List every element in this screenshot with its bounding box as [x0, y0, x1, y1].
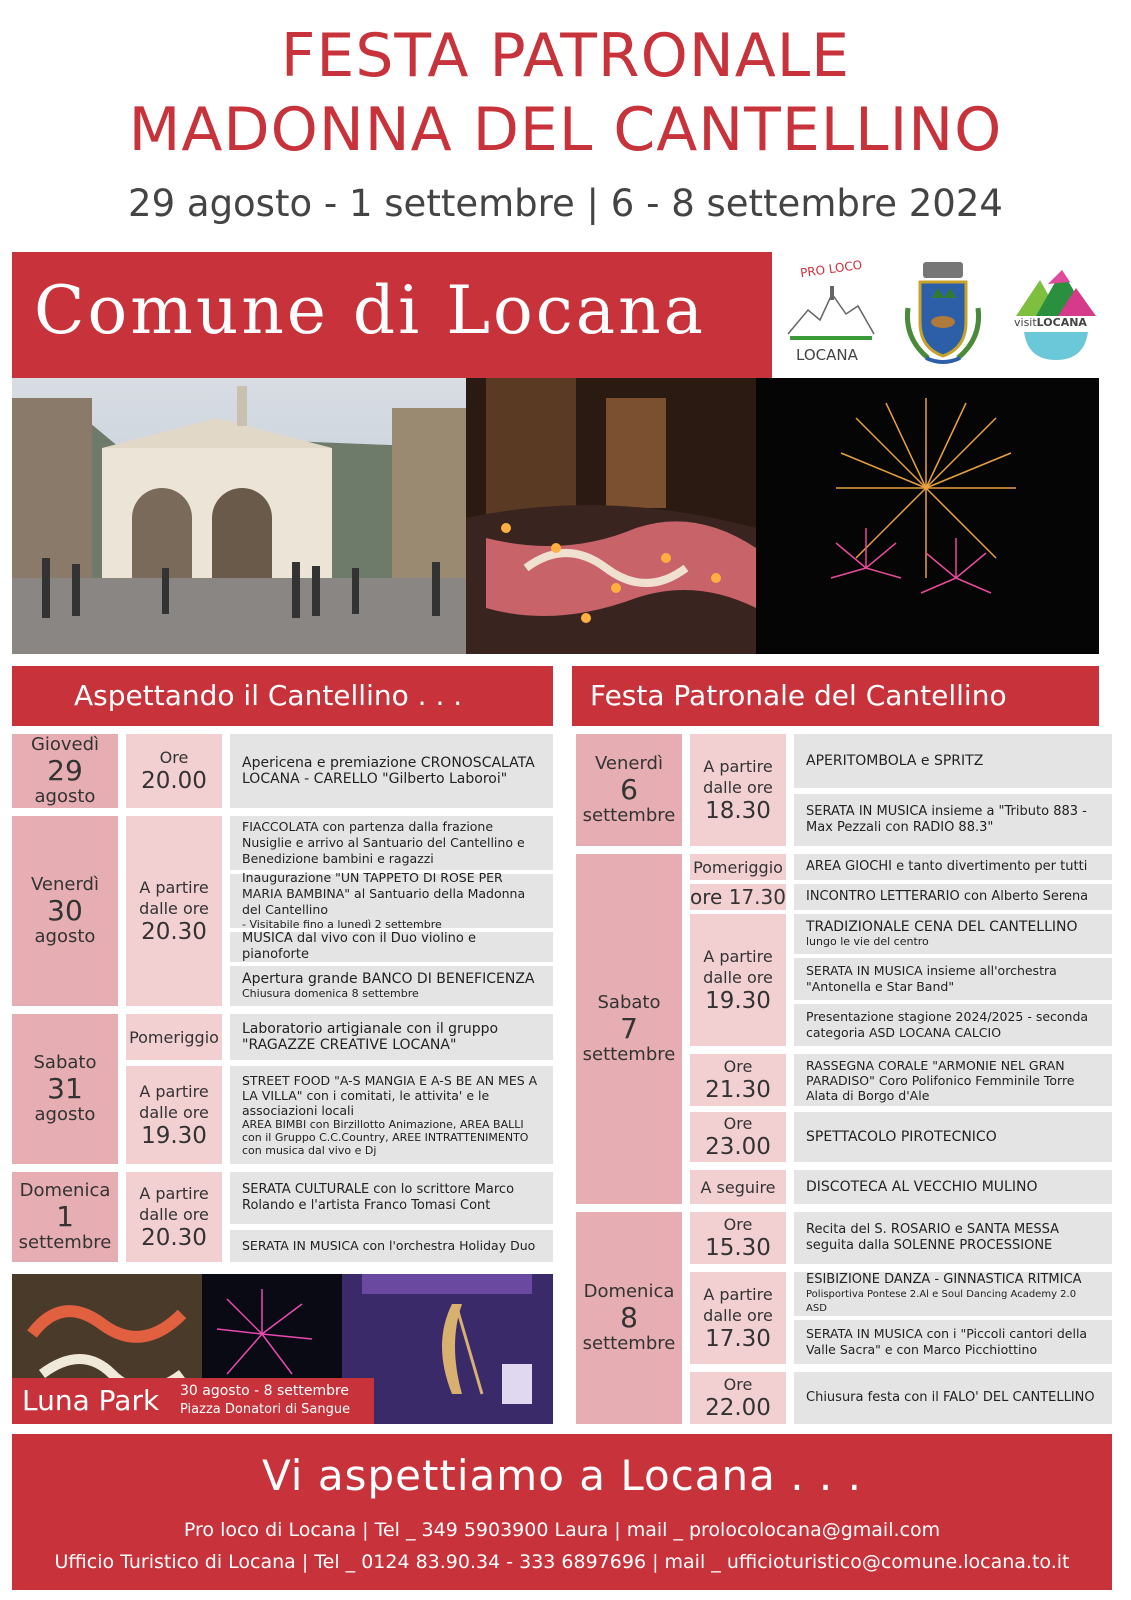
time-cell: A partire dalle ore 19.30	[126, 1066, 222, 1164]
time-cell: Ore 23.00	[690, 1112, 786, 1162]
proloco-logo-top: PRO LOCO	[799, 257, 864, 281]
event-cell: Apericena e premiazione CRONOSCALATA LOCANA - CARELLO "Gilberto Laboroi"	[230, 734, 553, 808]
day-cell: Giovedì 29 agosto	[12, 734, 118, 808]
time-cell: Ore 21.30	[690, 1054, 786, 1106]
right-heading-text: Festa Patronale del Cantellino	[590, 679, 1007, 712]
right-section-heading	[572, 666, 1099, 726]
event-cell: Laboratorio artigianale con il gruppo "RAGAZZE CREATIVE LOCANA"	[230, 1014, 553, 1060]
lunapark-place: Piazza Donatori di Sangue	[180, 1402, 351, 1417]
day-cell: Venerdì 6 settembre	[576, 734, 682, 846]
main-title-line1: FESTA PATRONALE	[280, 21, 851, 91]
day-cell: Venerdì 30 agosto	[12, 816, 118, 1006]
time-cell: A partire dalle ore 19.30	[690, 914, 786, 1046]
event-cell: SERATA IN MUSICA insieme all'orchestra "Antonella e Star Band"	[794, 958, 1112, 1000]
rose-carpet-photo-image	[466, 378, 756, 654]
day-cell: Sabato 7 settembre	[576, 854, 682, 1204]
event-cell: Recita del S. ROSARIO e SANTA MESSA seguita dalla SOLENNE PROCESSIONE	[794, 1212, 1112, 1264]
event-cell: ESIBIZIONE DANZA - GINNASTICA RITMICA Polisportiva Pontese 2.Al e Soul Dancing Academy 2.0 ASD	[794, 1272, 1112, 1316]
comune-banner	[12, 252, 772, 378]
event-cell: Chiusura festa con il FALO' DEL CANTELLINO	[794, 1372, 1112, 1424]
event-cell: MUSICA dal vivo con il Duo violino e pianoforte	[230, 932, 553, 962]
comune-title: Comune di Locana	[34, 272, 706, 349]
coat-of-arms-logo	[898, 258, 988, 368]
photo-rose-carpet	[466, 378, 756, 654]
left-section-heading	[12, 666, 553, 726]
event-cell: DISCOTECA AL VECCHIO MULINO	[794, 1170, 1112, 1204]
event-cell: AREA GIOCHI e tanto divertimento per tutti	[794, 854, 1112, 880]
lunapark-name: Luna Park	[22, 1384, 160, 1417]
event-cell: Inaugurazione "UN TAPPETO DI ROSE PER MARIA BAMBINA" al Santuario della Madonna del Cantellino - Visitabile fino a lunedì 2 settembre	[230, 874, 553, 928]
lunapark-photos	[12, 1274, 553, 1424]
proloco-logo-bottom: LOCANA	[796, 346, 858, 364]
time-cell: ore 17.30	[690, 884, 786, 909]
day-cell: Domenica 8 settembre	[576, 1212, 682, 1424]
time-cell: Ore 20.00	[126, 734, 222, 808]
main-title-line2: MADONNA DEL CANTELLINO	[128, 95, 1003, 165]
event-cell: INCONTRO LETTERARIO con Alberto Serena	[794, 884, 1112, 910]
event-cell: FIACCOLATA con partenza dalla frazione Nusiglie e arrivo al Santuario del Cantellino e Benedizione bambini e ragazzi	[230, 816, 553, 870]
time-cell: A partire dalle ore 20.30	[126, 816, 222, 1006]
lunapark-banner	[12, 1378, 374, 1424]
lunapark-dates: 30 agosto - 8 settembre	[180, 1383, 350, 1399]
left-heading-text: Aspettando il Cantellino . . .	[74, 679, 463, 712]
footer-title: Vi aspettiamo a Locana . . .	[262, 1451, 862, 1500]
church-photo-image	[12, 378, 466, 654]
footer-banner	[12, 1434, 1112, 1590]
day-cell: Domenica 1 settembre	[12, 1172, 118, 1262]
event-cell: RASSEGNA CORALE "ARMONIE NEL GRAN PARADISO" Coro Polifonico Femminile Torre Alata di Borgo d'Ale	[794, 1054, 1112, 1106]
time-cell: A seguire	[690, 1170, 786, 1204]
event-cell: SERATA CULTURALE con lo scrittore Marco Rolando e l'artista Franco Tomasi Cont	[230, 1172, 553, 1224]
photo-fireworks	[756, 378, 1099, 654]
photo-church	[12, 378, 466, 654]
visitlocana-logo	[1010, 264, 1102, 364]
footer-contact-proloco: Pro loco di Locana | Tel _ 349 5903900 Laura | mail _ prolocolocana@gmail.com	[183, 1519, 941, 1541]
visit-prefix: visit	[1014, 316, 1037, 329]
festival-dates: 29 agosto - 1 settembre | 6 - 8 settembre 2024	[128, 182, 1003, 225]
footer-contact-ufficio: Ufficio Turistico di Locana | Tel _ 0124 83.90.34 - 333 6897696 | mail _ ufficioturistico@comune.locana.to.it	[54, 1551, 1070, 1573]
event-cell: SERATA IN MUSICA insieme a "Tributo 883 - Max Pezzali con RADIO 88.3"	[794, 794, 1112, 846]
time-cell: Pomeriggio	[690, 854, 786, 880]
visit-name: LOCANA	[1036, 316, 1087, 329]
time-cell: Ore 22.00	[690, 1372, 786, 1424]
coat-of-arms-icon	[898, 258, 988, 368]
event-cell: Apertura grande BANCO DI BENEFICENZA Chiusura domenica 8 settembre	[230, 966, 553, 1006]
event-cell: SERATA IN MUSICA con l'orchestra Holiday Duo	[230, 1230, 553, 1262]
event-cell: Presentazione stagione 2024/2025 - seconda categoria ASD LOCANA CALCIO	[794, 1004, 1112, 1046]
event-cell: APERITOMBOLA e SPRITZ	[794, 734, 1112, 788]
fireworks-photo-image	[756, 378, 1099, 654]
event-cell: SPETTACOLO PIROTECNICO	[794, 1112, 1112, 1162]
event-cell: SERATA IN MUSICA con i "Piccoli cantori della Valle Sacra" e con Marco Picchiottino	[794, 1320, 1112, 1364]
mountain-icon	[786, 276, 876, 346]
time-cell: A partire dalle ore 17.30	[690, 1272, 786, 1364]
visitlocana-mountains-icon	[1010, 264, 1102, 324]
event-cell: TRADIZIONALE CENA DEL CANTELLINO lungo le vie del centro	[794, 914, 1112, 954]
day-cell: Sabato 31 agosto	[12, 1014, 118, 1164]
event-cell: STREET FOOD "A-S MANGIA E A-S BE AN MES A LA VILLA" con i comitati, le attivita' e le associazioni locali AREA BIMBI con Birzillotto Animazione, AREA BALLI con il Gruppo C.C.Country, AREE INTRATTENIMENTO con musica dal vivo e Dj	[230, 1066, 553, 1164]
time-cell: A partire dalle ore 18.30	[690, 734, 786, 846]
time-cell: A partire dalle ore 20.30	[126, 1172, 222, 1262]
time-cell: Pomeriggio	[126, 1014, 222, 1060]
proloco-logo	[786, 257, 876, 366]
time-cell: Ore 15.30	[690, 1212, 786, 1264]
visitlocana-lake-icon	[1010, 330, 1102, 364]
